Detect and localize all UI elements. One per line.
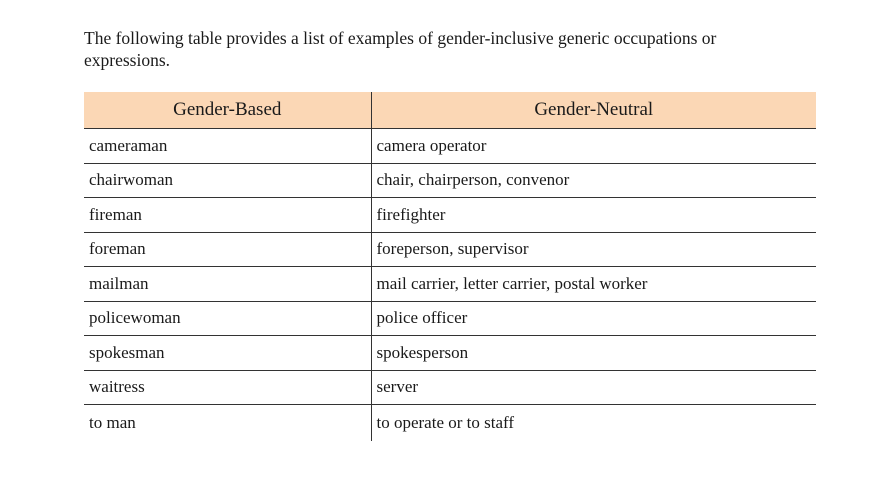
table-row	[84, 198, 816, 233]
header-gender-based: Gender-Based	[84, 92, 371, 129]
gender-neutral-cell: camera operator	[371, 129, 816, 164]
table-row	[84, 267, 816, 302]
table-row	[84, 301, 816, 336]
gender-based-cell: foreman	[84, 232, 371, 267]
gender-neutral-cell: server	[371, 370, 816, 405]
table-row	[84, 336, 816, 371]
gender-neutral-cell: police officer	[371, 301, 816, 336]
gender-based-cell: mailman	[84, 267, 371, 302]
gender-based-cell: spokesman	[84, 336, 371, 371]
table-row	[84, 405, 816, 442]
gender-based-cell: chairwoman	[84, 163, 371, 198]
table-header-row	[84, 92, 816, 129]
table-row	[84, 370, 816, 405]
gender-neutral-cell: firefighter	[371, 198, 816, 233]
header-gender-neutral: Gender-Neutral	[371, 92, 816, 129]
gender-based-cell: waitress	[84, 370, 371, 405]
table-row	[84, 232, 816, 267]
intro-paragraph: The following table provides a list of examples of gender-inclusive generic occupations or expressions.	[84, 28, 717, 70]
table-row	[84, 163, 816, 198]
gender-based-cell: cameraman	[84, 129, 371, 164]
gender-based-cell: policewoman	[84, 301, 371, 336]
gender-neutral-cell: spokesperson	[371, 336, 816, 371]
gender-neutral-cell: foreperson, supervisor	[371, 232, 816, 267]
gender-neutral-cell: to operate or to staff	[376, 413, 515, 432]
gender-based-cell: fireman	[84, 198, 371, 233]
gender-neutral-cell: mail carrier, letter carrier, postal worker	[371, 267, 816, 302]
gender-based-cell: to man	[84, 405, 371, 442]
gender-neutral-cell: chair, chairperson, convenor	[371, 163, 816, 198]
occupations-table-container	[84, 92, 816, 441]
table-row	[84, 129, 816, 164]
occupations-table	[84, 92, 816, 441]
